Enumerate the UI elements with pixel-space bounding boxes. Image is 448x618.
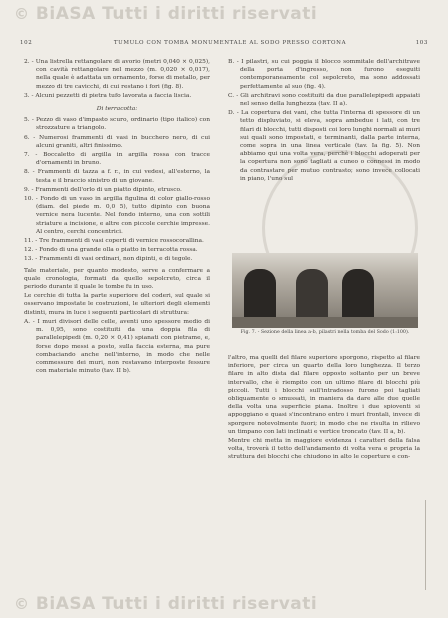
tomb-doorway [296,269,328,319]
running-title: TUMULO CON TOMBA MONUMENTALE AL SODO PRESSO CORTONA [113,40,347,46]
list-item: 3. - Alcuni pezzetti di pietra tufo lavorata a faccia liscia. [24,92,192,99]
copyright-icon: © [14,595,30,613]
list-item: D. - La copertura dei vani, che tutta l'interna di spessore di un tetto displuviato, si eleva, sopra ambedue i lati, con tre filari di blocchi, tutti disposti coi loro lunghi normali ai muri sui quali sono impostati, e terminanti, dalla parte interna, come sopra in una linea verticale (tav. Ia fig. 5). Non abbiamo qui una volta vera, perchè i blocchi adoperati per la copertura non sono tagliati a cuneo o connessi in modo da contrastare per mutuo contrasto; sono invece collocati in piano, l'uno sul [228,110,420,182]
body-paragraph: l'altro, ma quelli del filare superiore sporgono, rispetto al filare inferiore, per circa un quarto della loro lunghezza. Il terzo filare in alto dista dal filare opposto soltanto per un breve intervallo, che è riempito con un ultimo filare di blocchi più piccoli. Tutti i blocchi sull'intradosso furono poi tagliati obliquamente o smussati, in maniera da dare alle due quelle della volta una superficie piana. Inoltre i due spioventi si appoggiano e quasi s'incontrano entro i muri frontali, invece di sporgere notevolmente fuori; in modo che ne risulta in rilievo un timpano con lati inclinati e vertice troncato (tav. II a, b). [228,355,420,435]
watermark-bottom-text: BiASA Tutti i diritti riservati [35,594,318,614]
watermark-bottom [14,594,317,614]
copyright-icon: © [14,5,30,23]
list-item: C. - Gli architravi sono costituiti da due parallelepipedi appaiati nel senso della lunghezza (tav. II a). [228,92,420,108]
left-column [24,58,210,376]
tomb-doorway [244,269,276,319]
list-item: 12. - Fondo di una grande olla o piatto in terracotta rossa. [24,247,198,254]
page-header [20,40,428,52]
figure-photo [232,253,418,328]
list-item: 8. - Frammenti di tazza a f. r., in cui vedesi, all'esterno, la testa e il braccio sinistro di un giovane. [24,169,210,184]
list-item: 6. - Numerosi frammenti di vasi in bucchero nero, di cui alcuni graniti, altri finissimo. [24,134,210,149]
section-subheading: Di terracotta: [96,106,138,113]
list-item: 11. - Tre frammenti di vasi coperti di vernice rossocorallina. [24,238,204,245]
right-column-continued [228,354,420,463]
figure-caption: Fig. 7. - Sezione della linea a-b, pilastri nella tomba del Sodo (1:100). [240,330,410,335]
page-number-left: 102 [20,40,33,46]
page-number-right: 103 [415,40,428,46]
body-paragraph: Le cerchie di tutta la parte superiore del coderi, sul quale si osservano impostate le costruzioni, le ulteriori degli elementi distinti, mura in luce i seguenti particolari di struttura: [24,293,210,316]
list-item: 5. - Pezzo di vaso d'impasto scuro, ordinario (tipo italico) con strozzature a triangolo. [24,117,210,132]
list-item: B. - I pilastri, su cui poggia il blocco sommitale dell'architrave della porta d'ingresso, non furono eseguiti contemporaneamente col sepolcreto, ma sono addossati perfettamente al suo (fig. 4). [228,59,420,90]
list-item: 2. - Una listrella rettangolare di avorio (metri 0,040 × 0,025), con cavità rettangolare nel mezzo (m. 0,020 × 0,017), nella quale è adattata un ornamento, forse di metallo, per mezzo di tre cavicchi, di cui restano i fori (fig. 8). [24,59,210,90]
list-item: 7. - Boccaletto di argilla in argilla rossa con tracce d'ornamenti in bruno. [24,152,210,167]
photo-ground [232,317,418,328]
list-item: 10. - Fondo di un vaso in argilla figulina di color giallo-rosso (diam. del piede m. 0,0 5), tutto dipinto con buona vernice nera lucente. Nel fondo interno, una con sottili striature a incisione, e altre con piccole cerchie impresse. Al centro, cerchi concentrici. [24,196,210,235]
watermark-top-text: BiASA Tutti i diritti riservati [35,4,318,24]
list-item: A. - I muri divisori delle celle, aventi uno spessore medio di m. 0,95, sono costituiti da una doppia fila di parallelepipedi (m. 0,20 × 0,41) spianati con pietrame, e, forse dopo messi a posto, sulla faccia esterna, ma pure combaciando anche nell'interno, in modo che nelle commessure dei muri, non restavano interposte fessure con materiale minuto (tav. II b). [24,318,210,375]
list-item: 9. - Frammenti dell'orlo di un piatto dipinto, etrusco. [24,186,182,193]
list-item: 13. - Frammenti di vasi ordinari, non dipinti, e di tegole. [24,256,193,263]
tomb-doorway [342,269,374,319]
body-paragraph: Mentre chi metta in maggiore evidenza i caratteri della falsa volta, troverà il tetto dell'andamento di volta vera e propria la struttura dei blocchi che chiudono in alto le coperture e con- [228,438,420,461]
page-edge-shadow [425,500,446,590]
watermark-top [14,4,317,24]
body-paragraph: Tale materiale, per quanto modesto, serve a confermare a quale cronologia, formati da quello sepolcreto, circa il periodo durante il quale le tombe fu in uso. [24,267,210,291]
